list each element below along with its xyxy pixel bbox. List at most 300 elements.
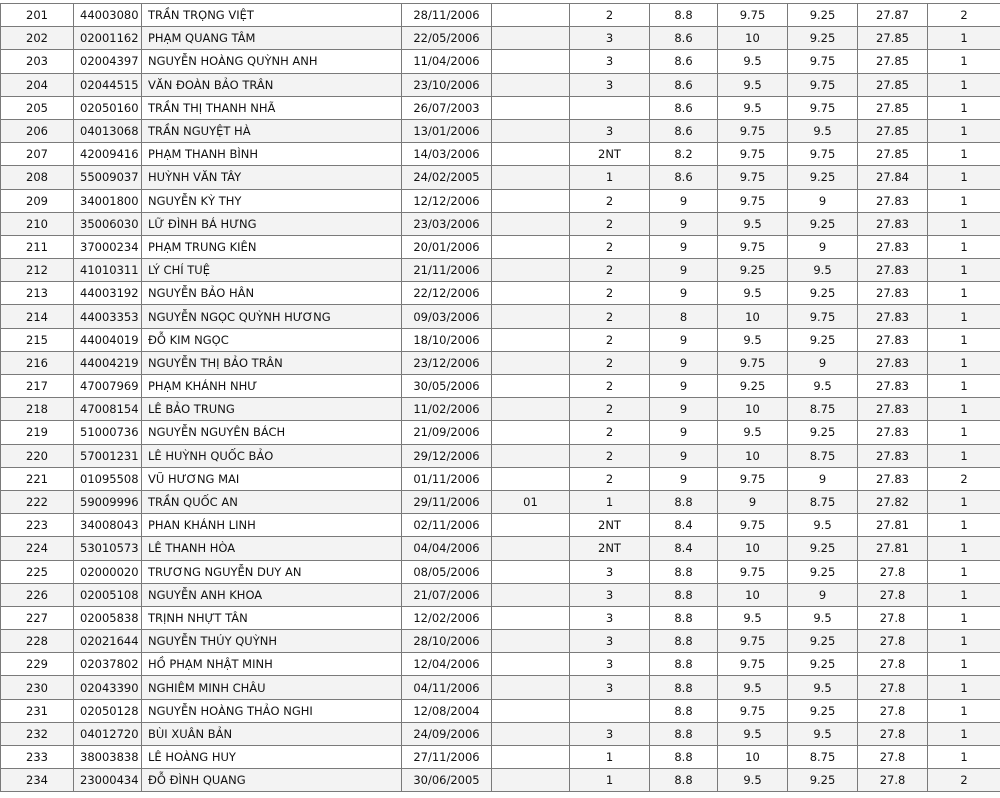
birth-date-cell: 09/03/2006 — [402, 305, 492, 328]
stt-cell: 201 — [1, 4, 74, 27]
birth-date-cell: 24/02/2005 — [402, 166, 492, 189]
score-2-cell: 9.75 — [718, 653, 788, 676]
priority-zone-cell: 2 — [570, 328, 650, 351]
student-id-cell: 37000234 — [74, 235, 142, 258]
score-3-cell: 8.75 — [788, 746, 858, 769]
total-score-cell: 27.85 — [858, 143, 928, 166]
group-cell: 1 — [928, 96, 1000, 119]
group-cell: 1 — [928, 722, 1000, 745]
table-row — [1, 96, 1000, 119]
full-name-cell: LÊ HUỲNH QUỐC BẢO — [142, 444, 402, 467]
stt-cell: 230 — [1, 676, 74, 699]
student-id-cell: 02044515 — [74, 73, 142, 96]
stt-cell: 205 — [1, 96, 74, 119]
area-code-cell — [492, 375, 570, 398]
score-3-cell: 9.25 — [788, 27, 858, 50]
birth-date-cell: 13/01/2006 — [402, 119, 492, 142]
table-row — [1, 328, 1000, 351]
stt-cell: 229 — [1, 653, 74, 676]
score-1-cell: 8.6 — [650, 50, 718, 73]
full-name-cell: NGUYỄN ANH KHOA — [142, 583, 402, 606]
area-code-cell — [492, 166, 570, 189]
student-id-cell: 02000020 — [74, 560, 142, 583]
total-score-cell: 27.83 — [858, 421, 928, 444]
student-id-cell: 59009996 — [74, 490, 142, 513]
score-1-cell: 8.6 — [650, 73, 718, 96]
table-row — [1, 630, 1000, 653]
score-2-cell: 10 — [718, 305, 788, 328]
full-name-cell: LỮ ĐÌNH BÁ HƯNG — [142, 212, 402, 235]
area-code-cell — [492, 212, 570, 235]
area-code-cell — [492, 606, 570, 629]
group-cell: 1 — [928, 560, 1000, 583]
area-code-cell — [492, 467, 570, 490]
group-cell: 1 — [928, 73, 1000, 96]
total-score-cell: 27.83 — [858, 398, 928, 421]
score-1-cell: 8.6 — [650, 96, 718, 119]
score-2-cell: 9.75 — [718, 143, 788, 166]
student-id-cell: 02037802 — [74, 653, 142, 676]
score-3-cell: 9 — [788, 583, 858, 606]
total-score-cell: 27.83 — [858, 444, 928, 467]
birth-date-cell: 21/07/2006 — [402, 583, 492, 606]
student-id-cell: 01095508 — [74, 467, 142, 490]
table-row — [1, 351, 1000, 374]
group-cell: 1 — [928, 328, 1000, 351]
score-3-cell: 9.25 — [788, 537, 858, 560]
stt-cell: 210 — [1, 212, 74, 235]
group-cell: 1 — [928, 235, 1000, 258]
table-row — [1, 722, 1000, 745]
student-id-cell: 47007969 — [74, 375, 142, 398]
birth-date-cell: 28/10/2006 — [402, 630, 492, 653]
score-2-cell: 9.5 — [718, 769, 788, 792]
table-row — [1, 50, 1000, 73]
table-row — [1, 444, 1000, 467]
group-cell: 1 — [928, 699, 1000, 722]
group-cell: 1 — [928, 398, 1000, 421]
score-1-cell: 8.4 — [650, 514, 718, 537]
stt-cell: 223 — [1, 514, 74, 537]
full-name-cell: NGUYỄN THỊ BẢO TRÂN — [142, 351, 402, 374]
score-2-cell: 10 — [718, 398, 788, 421]
area-code-cell — [492, 143, 570, 166]
priority-zone-cell: 2 — [570, 4, 650, 27]
group-cell: 1 — [928, 282, 1000, 305]
full-name-cell: NGUYỄN NGỌC QUỲNH HƯƠNG — [142, 305, 402, 328]
score-3-cell: 8.75 — [788, 490, 858, 513]
birth-date-cell: 12/12/2006 — [402, 189, 492, 212]
full-name-cell: NGUYỄN THÚY QUỲNH — [142, 630, 402, 653]
score-1-cell: 9 — [650, 259, 718, 282]
score-3-cell: 9 — [788, 235, 858, 258]
total-score-cell: 27.81 — [858, 537, 928, 560]
group-cell: 1 — [928, 606, 1000, 629]
area-code-cell — [492, 746, 570, 769]
area-code-cell — [492, 96, 570, 119]
student-id-cell: 34001800 — [74, 189, 142, 212]
stt-cell: 213 — [1, 282, 74, 305]
area-code-cell — [492, 560, 570, 583]
priority-zone-cell: 2 — [570, 212, 650, 235]
priority-zone-cell: 2 — [570, 189, 650, 212]
full-name-cell: NGUYỄN BẢO HÂN — [142, 282, 402, 305]
birth-date-cell: 29/11/2006 — [402, 490, 492, 513]
score-1-cell: 8.8 — [650, 4, 718, 27]
student-id-cell: 47008154 — [74, 398, 142, 421]
score-2-cell: 9.75 — [718, 630, 788, 653]
birth-date-cell: 14/03/2006 — [402, 143, 492, 166]
student-id-cell: 04012720 — [74, 722, 142, 745]
area-code-cell: 01 — [492, 490, 570, 513]
birth-date-cell: 23/12/2006 — [402, 351, 492, 374]
score-1-cell: 9 — [650, 328, 718, 351]
score-1-cell: 8.8 — [650, 560, 718, 583]
birth-date-cell: 01/11/2006 — [402, 467, 492, 490]
score-3-cell: 9.5 — [788, 676, 858, 699]
priority-zone-cell: 2NT — [570, 514, 650, 537]
priority-zone-cell — [570, 699, 650, 722]
student-id-cell: 02004397 — [74, 50, 142, 73]
priority-zone-cell: 3 — [570, 27, 650, 50]
score-2-cell: 9.5 — [718, 282, 788, 305]
area-code-cell — [492, 583, 570, 606]
score-2-cell: 9.75 — [718, 467, 788, 490]
student-id-cell: 02043390 — [74, 676, 142, 699]
student-id-cell: 44003192 — [74, 282, 142, 305]
stt-cell: 217 — [1, 375, 74, 398]
score-3-cell: 9.25 — [788, 282, 858, 305]
student-id-cell: 51000736 — [74, 421, 142, 444]
area-code-cell — [492, 630, 570, 653]
student-id-cell: 02050160 — [74, 96, 142, 119]
birth-date-cell: 02/11/2006 — [402, 514, 492, 537]
stt-cell: 220 — [1, 444, 74, 467]
birth-date-cell: 20/01/2006 — [402, 235, 492, 258]
birth-date-cell: 12/04/2006 — [402, 653, 492, 676]
table-row — [1, 259, 1000, 282]
priority-zone-cell: 2 — [570, 351, 650, 374]
group-cell: 1 — [928, 189, 1000, 212]
priority-zone-cell: 3 — [570, 722, 650, 745]
priority-zone-cell: 3 — [570, 73, 650, 96]
priority-zone-cell: 2 — [570, 444, 650, 467]
area-code-cell — [492, 653, 570, 676]
total-score-cell: 27.8 — [858, 722, 928, 745]
score-2-cell: 9.5 — [718, 328, 788, 351]
total-score-cell: 27.8 — [858, 630, 928, 653]
total-score-cell: 27.8 — [858, 746, 928, 769]
group-cell: 1 — [928, 305, 1000, 328]
table-row — [1, 676, 1000, 699]
full-name-cell: TRẦN QUỐC AN — [142, 490, 402, 513]
total-score-cell: 27.83 — [858, 328, 928, 351]
total-score-cell: 27.83 — [858, 467, 928, 490]
score-3-cell: 8.75 — [788, 444, 858, 467]
score-3-cell: 9.25 — [788, 630, 858, 653]
group-cell: 2 — [928, 769, 1000, 792]
birth-date-cell: 26/07/2003 — [402, 96, 492, 119]
total-score-cell: 27.82 — [858, 490, 928, 513]
stt-cell: 224 — [1, 537, 74, 560]
group-cell: 1 — [928, 375, 1000, 398]
score-2-cell: 9.75 — [718, 119, 788, 142]
total-score-cell: 27.85 — [858, 96, 928, 119]
full-name-cell: PHẠM TRUNG KIÊN — [142, 235, 402, 258]
full-name-cell: TRẦN THỊ THANH NHÃ — [142, 96, 402, 119]
score-1-cell: 9 — [650, 421, 718, 444]
group-cell: 1 — [928, 676, 1000, 699]
score-2-cell: 10 — [718, 583, 788, 606]
table-row — [1, 560, 1000, 583]
table-row — [1, 467, 1000, 490]
total-score-cell: 27.81 — [858, 514, 928, 537]
group-cell: 2 — [928, 4, 1000, 27]
priority-zone-cell: 2 — [570, 235, 650, 258]
priority-zone-cell: 3 — [570, 606, 650, 629]
score-1-cell: 8.8 — [650, 606, 718, 629]
full-name-cell: NGUYỄN KỲ THY — [142, 189, 402, 212]
group-cell: 1 — [928, 259, 1000, 282]
group-cell: 1 — [928, 143, 1000, 166]
score-2-cell: 9.75 — [718, 235, 788, 258]
birth-date-cell: 08/05/2006 — [402, 560, 492, 583]
priority-zone-cell: 3 — [570, 560, 650, 583]
student-id-cell: 02005838 — [74, 606, 142, 629]
group-cell: 1 — [928, 746, 1000, 769]
birth-date-cell: 12/02/2006 — [402, 606, 492, 629]
score-2-cell: 9.5 — [718, 212, 788, 235]
table-row — [1, 282, 1000, 305]
full-name-cell: VĂN ĐOÀN BẢO TRÂN — [142, 73, 402, 96]
priority-zone-cell: 2 — [570, 375, 650, 398]
birth-date-cell: 23/03/2006 — [402, 212, 492, 235]
total-score-cell: 27.85 — [858, 50, 928, 73]
score-3-cell: 9.75 — [788, 50, 858, 73]
stt-cell: 206 — [1, 119, 74, 142]
stt-cell: 234 — [1, 769, 74, 792]
total-score-cell: 27.83 — [858, 235, 928, 258]
full-name-cell: LÊ THANH HÒA — [142, 537, 402, 560]
area-code-cell — [492, 699, 570, 722]
student-id-cell: 04013068 — [74, 119, 142, 142]
score-3-cell: 9.75 — [788, 96, 858, 119]
table-row — [1, 235, 1000, 258]
score-2-cell: 9 — [718, 490, 788, 513]
stt-cell: 219 — [1, 421, 74, 444]
area-code-cell — [492, 282, 570, 305]
score-3-cell: 9 — [788, 467, 858, 490]
score-2-cell: 9.75 — [718, 560, 788, 583]
group-cell: 1 — [928, 50, 1000, 73]
score-3-cell: 9.25 — [788, 699, 858, 722]
priority-zone-cell: 2NT — [570, 537, 650, 560]
score-3-cell: 9.5 — [788, 722, 858, 745]
full-name-cell: LÊ BẢO TRUNG — [142, 398, 402, 421]
total-score-cell: 27.85 — [858, 119, 928, 142]
score-1-cell: 9 — [650, 235, 718, 258]
stt-cell: 204 — [1, 73, 74, 96]
score-1-cell: 9 — [650, 398, 718, 421]
stt-cell: 221 — [1, 467, 74, 490]
group-cell: 1 — [928, 212, 1000, 235]
score-1-cell: 8.8 — [650, 699, 718, 722]
score-2-cell: 9.75 — [718, 514, 788, 537]
birth-date-cell: 18/10/2006 — [402, 328, 492, 351]
full-name-cell: TRẦN NGUYỆT HÀ — [142, 119, 402, 142]
full-name-cell: ĐỖ ĐÌNH QUANG — [142, 769, 402, 792]
stt-cell: 215 — [1, 328, 74, 351]
score-1-cell: 8.8 — [650, 490, 718, 513]
birth-date-cell: 04/04/2006 — [402, 537, 492, 560]
score-3-cell: 9.5 — [788, 606, 858, 629]
priority-zone-cell — [570, 96, 650, 119]
table-row — [1, 769, 1000, 792]
table-row — [1, 583, 1000, 606]
stt-cell: 226 — [1, 583, 74, 606]
priority-zone-cell: 3 — [570, 653, 650, 676]
birth-date-cell: 22/05/2006 — [402, 27, 492, 50]
score-2-cell: 10 — [718, 27, 788, 50]
priority-zone-cell: 3 — [570, 119, 650, 142]
total-score-cell: 27.83 — [858, 305, 928, 328]
area-code-cell — [492, 119, 570, 142]
score-3-cell: 9.5 — [788, 514, 858, 537]
score-2-cell: 10 — [718, 537, 788, 560]
table-row — [1, 375, 1000, 398]
score-1-cell: 9 — [650, 444, 718, 467]
priority-zone-cell: 2 — [570, 467, 650, 490]
stt-cell: 208 — [1, 166, 74, 189]
total-score-cell: 27.8 — [858, 653, 928, 676]
birth-date-cell: 28/11/2006 — [402, 4, 492, 27]
score-3-cell: 9.75 — [788, 73, 858, 96]
score-3-cell: 9.25 — [788, 4, 858, 27]
priority-zone-cell: 2 — [570, 305, 650, 328]
total-score-cell: 27.8 — [858, 699, 928, 722]
student-id-cell: 55009037 — [74, 166, 142, 189]
full-name-cell: NGUYỄN HOÀNG QUỲNH ANH — [142, 50, 402, 73]
student-id-cell: 02050128 — [74, 699, 142, 722]
total-score-cell: 27.83 — [858, 351, 928, 374]
student-id-cell: 34008043 — [74, 514, 142, 537]
score-1-cell: 8.6 — [650, 166, 718, 189]
group-cell: 1 — [928, 27, 1000, 50]
birth-date-cell: 22/12/2006 — [402, 282, 492, 305]
table-row — [1, 305, 1000, 328]
table-row — [1, 119, 1000, 142]
score-2-cell: 9.5 — [718, 50, 788, 73]
student-id-cell: 44004019 — [74, 328, 142, 351]
area-code-cell — [492, 537, 570, 560]
total-score-cell: 27.83 — [858, 189, 928, 212]
area-code-cell — [492, 27, 570, 50]
full-name-cell: LÝ CHÍ TUỆ — [142, 259, 402, 282]
score-3-cell: 9.25 — [788, 560, 858, 583]
birth-date-cell: 30/05/2006 — [402, 375, 492, 398]
student-id-cell: 42009416 — [74, 143, 142, 166]
score-3-cell: 9.25 — [788, 653, 858, 676]
group-cell: 1 — [928, 583, 1000, 606]
table-row — [1, 212, 1000, 235]
full-name-cell: LÊ HOÀNG HUY — [142, 746, 402, 769]
area-code-cell — [492, 328, 570, 351]
score-2-cell: 9.5 — [718, 96, 788, 119]
total-score-cell: 27.8 — [858, 769, 928, 792]
table-row — [1, 490, 1000, 513]
total-score-cell: 27.8 — [858, 606, 928, 629]
area-code-cell — [492, 351, 570, 374]
stt-cell: 231 — [1, 699, 74, 722]
birth-date-cell: 04/11/2006 — [402, 676, 492, 699]
group-cell: 2 — [928, 467, 1000, 490]
priority-zone-cell: 3 — [570, 676, 650, 699]
priority-zone-cell: 3 — [570, 630, 650, 653]
birth-date-cell: 23/10/2006 — [402, 73, 492, 96]
score-3-cell: 9.25 — [788, 212, 858, 235]
score-1-cell: 8.8 — [650, 653, 718, 676]
priority-zone-cell: 2 — [570, 259, 650, 282]
priority-zone-cell: 1 — [570, 166, 650, 189]
total-score-cell: 27.8 — [858, 560, 928, 583]
birth-date-cell: 11/04/2006 — [402, 50, 492, 73]
score-1-cell: 8.4 — [650, 537, 718, 560]
area-code-cell — [492, 676, 570, 699]
score-3-cell: 9.5 — [788, 259, 858, 282]
table-row — [1, 189, 1000, 212]
group-cell: 1 — [928, 514, 1000, 537]
group-cell: 1 — [928, 653, 1000, 676]
priority-zone-cell: 2NT — [570, 143, 650, 166]
area-code-cell — [492, 305, 570, 328]
table-row — [1, 27, 1000, 50]
total-score-cell: 27.83 — [858, 212, 928, 235]
group-cell: 1 — [928, 421, 1000, 444]
score-3-cell: 9.25 — [788, 421, 858, 444]
score-table — [0, 3, 1000, 792]
score-1-cell: 8.2 — [650, 143, 718, 166]
stt-cell: 207 — [1, 143, 74, 166]
score-3-cell: 9.25 — [788, 769, 858, 792]
score-1-cell: 8.8 — [650, 630, 718, 653]
score-3-cell: 9.25 — [788, 166, 858, 189]
stt-cell: 222 — [1, 490, 74, 513]
total-score-cell: 27.85 — [858, 27, 928, 50]
priority-zone-cell: 2 — [570, 398, 650, 421]
table-row — [1, 73, 1000, 96]
birth-date-cell: 12/08/2004 — [402, 699, 492, 722]
student-id-cell: 44003080 — [74, 4, 142, 27]
score-table-body — [1, 4, 1000, 792]
score-2-cell: 9.5 — [718, 606, 788, 629]
area-code-cell — [492, 259, 570, 282]
table-row — [1, 746, 1000, 769]
table-row — [1, 606, 1000, 629]
student-id-cell: 35006030 — [74, 212, 142, 235]
stt-cell: 227 — [1, 606, 74, 629]
table-row — [1, 4, 1000, 27]
area-code-cell — [492, 769, 570, 792]
area-code-cell — [492, 189, 570, 212]
stt-cell: 233 — [1, 746, 74, 769]
table-row — [1, 514, 1000, 537]
area-code-cell — [492, 722, 570, 745]
priority-zone-cell: 3 — [570, 50, 650, 73]
table-row — [1, 653, 1000, 676]
group-cell: 1 — [928, 537, 1000, 560]
birth-date-cell: 11/02/2006 — [402, 398, 492, 421]
area-code-cell — [492, 514, 570, 537]
